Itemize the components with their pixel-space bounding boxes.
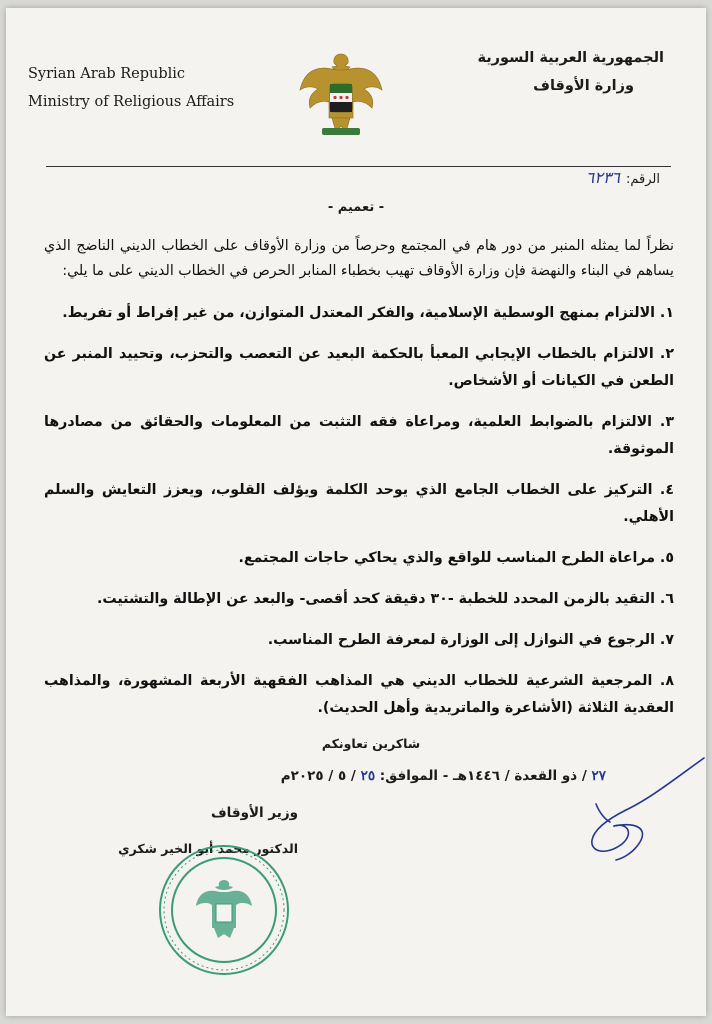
header-divider xyxy=(46,166,671,167)
reference-value: ٦٢٣٦ xyxy=(585,168,620,187)
english-header xyxy=(28,60,234,116)
signature-icon xyxy=(566,748,706,868)
english-country: Syrian Arab Republic xyxy=(28,66,186,82)
list-item: ٨. المرجعية الشرعية للخطاب الديني هي المذاهب الفقهية الأربعة المشهورة، والمذاهب العقدية الثلاثة (الأشاعرة والماتريدية وأهل الحديث). xyxy=(44,673,674,716)
letter-body xyxy=(44,234,674,736)
list-item: ٧. الرجوع في النوازل إلى الوزارة لمعرفة الطرح المناسب. xyxy=(267,632,674,648)
date-line xyxy=(281,768,606,784)
minister-name: الدكتور محمد أبو الخير شكري xyxy=(118,841,298,856)
ministry-seal-icon xyxy=(154,840,294,980)
closing-thanks: شاكرين تعاونكم xyxy=(321,736,421,751)
reference-label: الرقم: xyxy=(626,172,660,187)
minister-title: وزير الأوقاف xyxy=(211,805,298,821)
arabic-country: الجمهورية العربية السورية xyxy=(477,50,664,66)
english-ministry: Ministry of Religious Affairs xyxy=(28,94,235,110)
list-item: ٥. مراعاة الطرح المناسب للواقع والذي يحاكي حاجات المجتمع. xyxy=(238,550,674,566)
date-hijri: / ذو القعدة / ١٤٤٦هـ - الموافق: xyxy=(379,768,587,784)
list-item: ٢. الالتزام بالخطاب الإيجابي المعبأ بالحكمة البعيد عن التعصب والتحزب، وتحييد المنبر عن الطعن في الكيانات أو الأشخاص. xyxy=(44,346,674,389)
eagle-emblem-icon xyxy=(296,42,386,142)
arabic-header xyxy=(477,44,664,100)
date-gregorian: / ٥ / ٢٠٢٥م xyxy=(280,768,356,784)
circular-title: - تعميم - xyxy=(327,200,385,215)
reference-number xyxy=(586,168,660,187)
list-item: ٤. التركيز على الخطاب الجامع الذي يوحد الكلمة ويؤلف القلوب، ويعزز التعايش والسلم الأهلي. xyxy=(44,482,674,525)
list-item: ١. الالتزام بمنهج الوسطية الإسلامية، والفكر المعتدل المتوازن، من غير إفراط أو تفريط. xyxy=(62,305,674,321)
list-item: ٦. التقيد بالزمن المحدد للخطبة -٣٠ دقيقة كحد أقصى- والبعد عن الإطالة والتشتيت. xyxy=(96,591,674,607)
intro-paragraph: نظراً لما يمثله المنبر من دور هام في المجتمع وحرصاً من وزارة الأوقاف على الخطاب الديني الناضج الذي يساهم في البناء والنهضة فإن وزارة الأوقاف تهيب بخطباء المنابر الحرص في الخطاب الديني على ما يلي: xyxy=(44,238,674,279)
date-greg-day: ٢٥ xyxy=(360,768,376,784)
list-item: ٣. الالتزام بالضوابط العلمية، ومراعاة فقه التثبت من المعلومات والحقائق من مصادرها الموثوقة. xyxy=(44,414,674,457)
date-day: ٢٧ xyxy=(591,768,606,784)
arabic-ministry: وزارة الأوقاف xyxy=(533,78,634,94)
letter-sheet xyxy=(6,8,706,1016)
